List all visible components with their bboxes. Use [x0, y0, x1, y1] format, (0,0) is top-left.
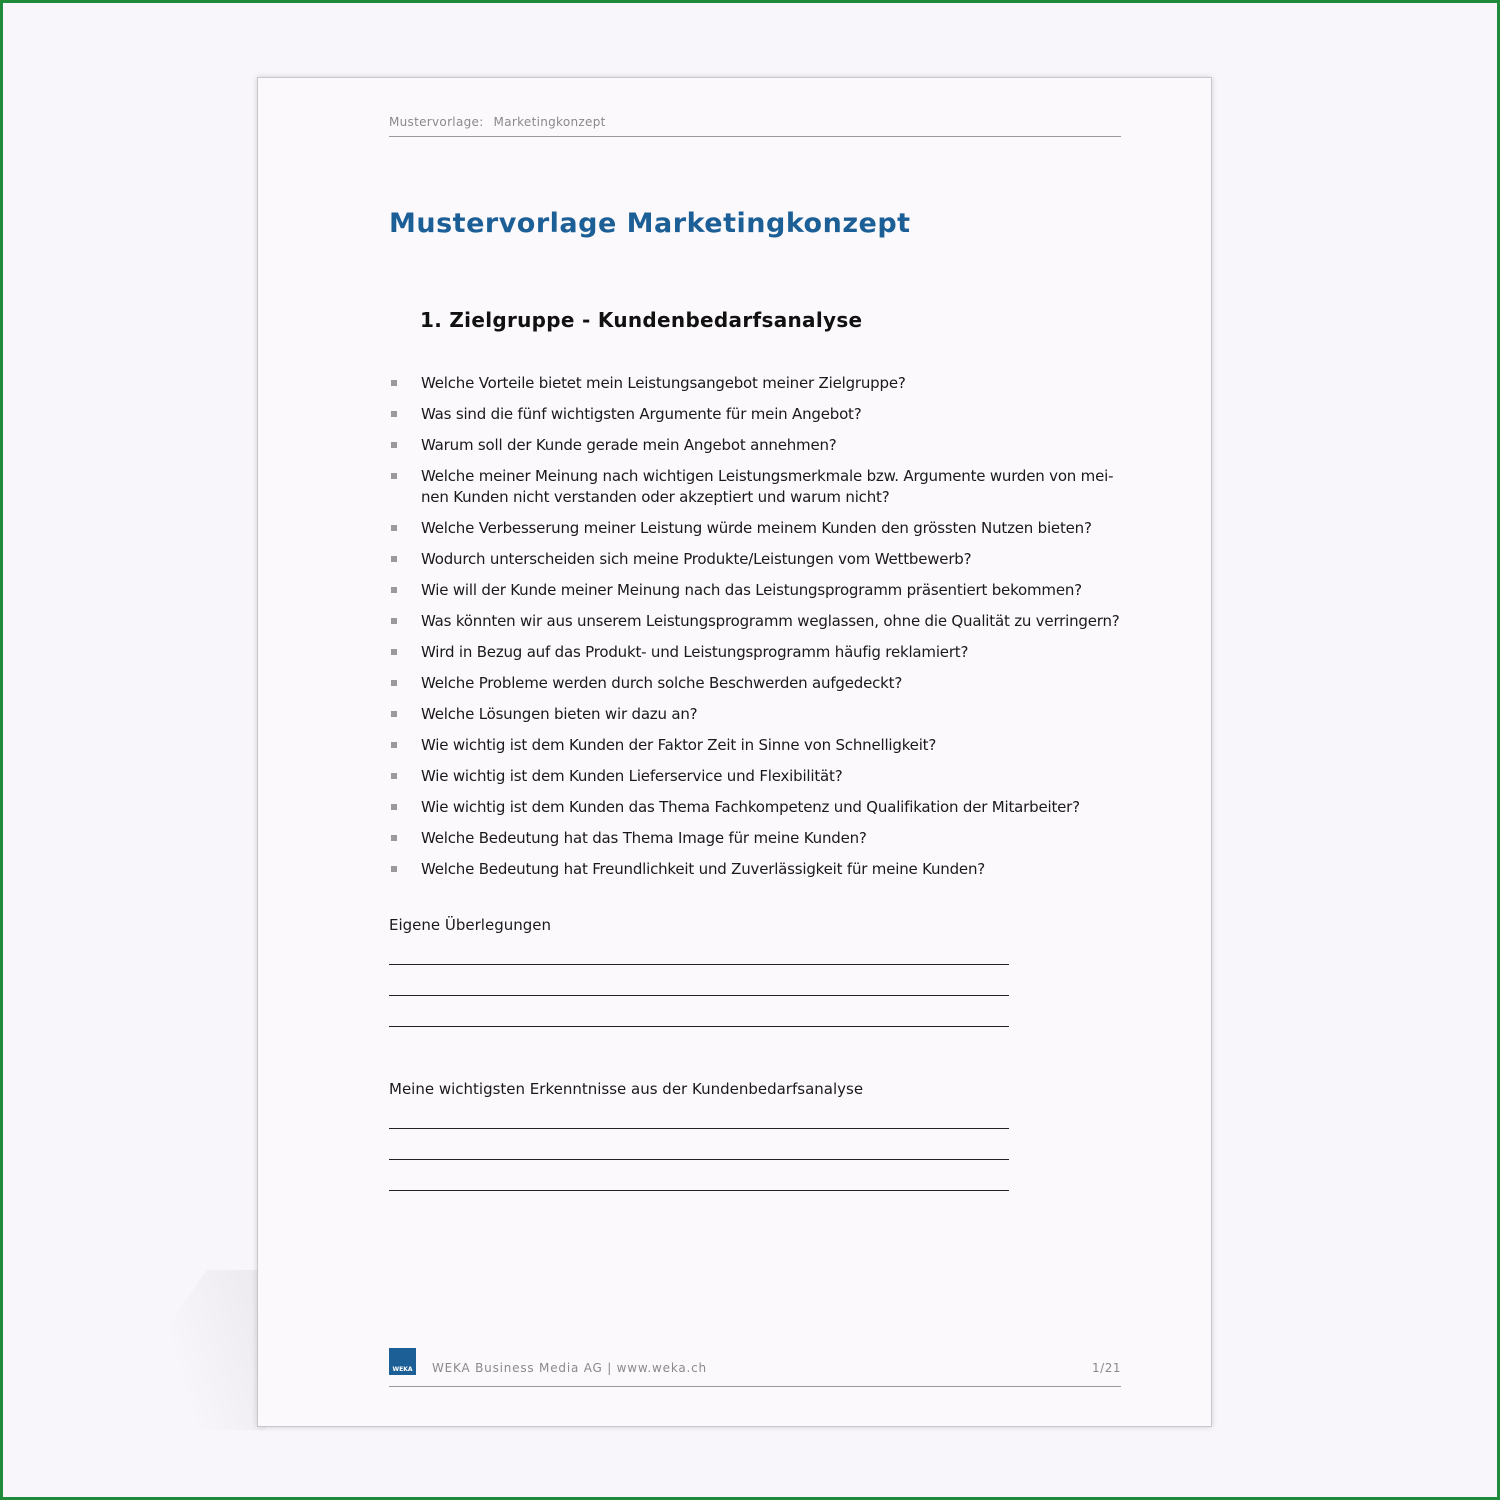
header-label: Mustervorlage:: [389, 115, 484, 129]
question-text: Welche Bedeutung hat das Thema Image für meine Kunden?: [421, 829, 867, 847]
list-item: [389, 435, 1129, 456]
notes-own-thoughts: [389, 916, 1009, 1027]
bullet-icon: [391, 525, 397, 531]
notes-label: Eigene Überlegungen: [389, 916, 551, 934]
question-list: [389, 373, 1129, 890]
bullet-icon: [391, 556, 397, 562]
header-doc-name: Marketingkonzept: [493, 115, 606, 129]
section-title: 1. Zielgruppe - Kundenbedarfsanalyse: [420, 308, 863, 332]
question-text: Welche Bedeutung hat Freundlichkeit und Zuverlässigkeit für meine Kunden?: [421, 860, 986, 878]
list-item: [389, 549, 1129, 570]
writing-line: [389, 995, 1009, 996]
list-item: [389, 766, 1129, 787]
list-item: [389, 518, 1129, 539]
page-footer: [389, 1348, 1121, 1387]
bullet-icon: [391, 711, 397, 717]
question-text: Wie wichtig ist dem Kunden Lieferservice und Flexibilität?: [421, 767, 843, 785]
bullet-icon: [391, 680, 397, 686]
question-text: Welche Verbesserung meiner Leistung würde meinem Kunden den grössten Nutzen bieten?: [421, 519, 1092, 537]
bullet-icon: [391, 866, 397, 872]
writing-line: [389, 1026, 1009, 1027]
question-text: Wodurch unterscheiden sich meine Produkte/Leistungen vom Wettbewerb?: [421, 550, 972, 568]
bullet-icon: [391, 804, 397, 810]
footer-company: WEKA Business Media AG | www.weka.ch: [432, 1361, 707, 1375]
notes-key-insights: [389, 1080, 1009, 1191]
question-text: Wie wichtig ist dem Kunden das Thema Fachkompetenz und Qualifikation der Mitarbeiter?: [421, 798, 1080, 816]
writing-line: [389, 964, 1009, 965]
question-text: Welche Probleme werden durch solche Beschwerden aufgedeckt?: [421, 674, 903, 692]
bullet-icon: [391, 773, 397, 779]
page-number: 1/21: [1092, 1361, 1121, 1375]
bullet-icon: [391, 473, 397, 479]
notes-label: Meine wichtigsten Erkenntnisse aus der Kundenbedarfsanalyse: [389, 1080, 864, 1098]
list-item: [389, 611, 1129, 632]
list-item: [389, 797, 1129, 818]
page-header: [389, 115, 1121, 137]
document-page: [257, 77, 1212, 1427]
list-item: [389, 828, 1129, 849]
list-item: [389, 642, 1129, 663]
list-item: [389, 404, 1129, 425]
bullet-icon: [391, 835, 397, 841]
bullet-icon: [391, 442, 397, 448]
list-item: [389, 580, 1129, 601]
list-item: [389, 859, 1129, 880]
bullet-icon: [391, 618, 397, 624]
document-title: Mustervorlage Marketingkonzept: [389, 208, 911, 239]
list-item: [389, 373, 1129, 394]
question-text: Wie wichtig ist dem Kunden der Faktor Zeit in Sinne von Schnelligkeit?: [421, 736, 937, 754]
writing-line: [389, 1159, 1009, 1160]
bullet-icon: [391, 742, 397, 748]
weka-logo: [389, 1348, 416, 1375]
list-item: [389, 673, 1129, 694]
writing-line: [389, 1128, 1009, 1129]
bullet-icon: [391, 380, 397, 386]
logo-text: WEKA: [392, 1366, 413, 1373]
bullet-icon: [391, 411, 397, 417]
list-item: [389, 704, 1129, 725]
list-item: [389, 466, 1129, 508]
list-item: [389, 735, 1129, 756]
question-text: Wird in Bezug auf das Produkt- und Leistungsprogramm häufig reklamiert?: [421, 643, 969, 661]
question-text: Was könnten wir aus unserem Leistungsprogramm weglassen, ohne die Qualität zu verringern?: [421, 612, 1120, 630]
question-text: Welche Vorteile bietet mein Leistungsangebot meiner Zielgruppe?: [421, 374, 906, 392]
bullet-icon: [391, 649, 397, 655]
bullet-icon: [391, 587, 397, 593]
question-text: Welche Lösungen bieten wir dazu an?: [421, 705, 698, 723]
question-text: Welche meiner Meinung nach wichtigen Leistungsmerkmale bzw. Argumente wurden von mei-nen Kunden nicht verstanden oder akzeptiert und warum nicht?: [421, 467, 1114, 506]
question-text: Wie will der Kunde meiner Meinung nach das Leistungsprogramm präsentiert bekommen?: [421, 581, 1082, 599]
writing-line: [389, 1190, 1009, 1191]
question-text: Warum soll der Kunde gerade mein Angebot annehmen?: [421, 436, 837, 454]
question-text: Was sind die fünf wichtigsten Argumente für mein Angebot?: [421, 405, 862, 423]
